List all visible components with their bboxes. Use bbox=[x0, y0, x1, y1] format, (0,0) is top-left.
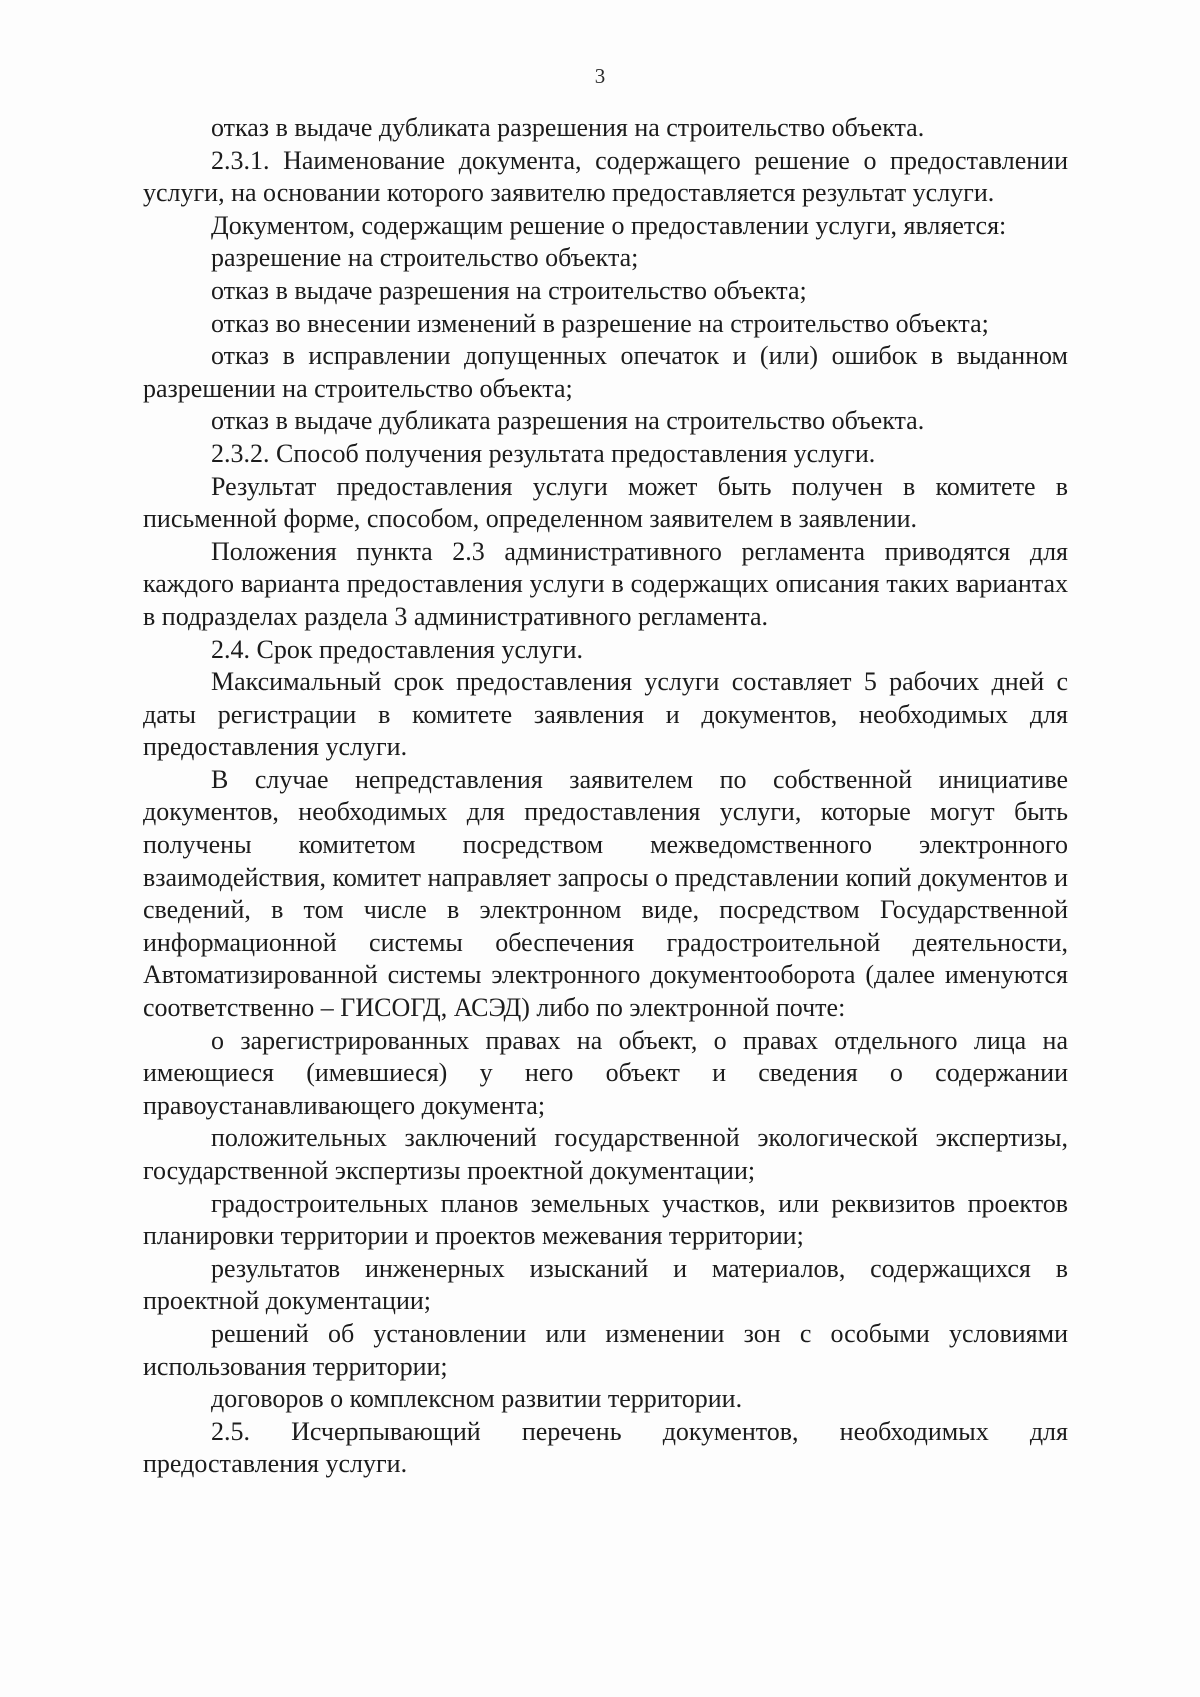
list-item-engineering-surveys: результатов инженерных изысканий и материалов, содержащихся в проектной документации; bbox=[143, 1253, 1068, 1316]
paragraph-2-3-1-heading: 2.3.1. Наименование документа, содержащего решение о предоставлении услуги, на основании которого заявителю предоставляется результат услуги. bbox=[143, 145, 1068, 208]
paragraph-decision-document: Документом, содержащим решение о предоставлении услуги, является: bbox=[211, 210, 1007, 240]
list-item-special-zones: решений об установлении или изменении зон с особыми условиями использования территории; bbox=[143, 1318, 1068, 1381]
list-item-expert-conclusions: положительных заключений государственной экологической экспертизы, государственной экспертизы проектной документации; bbox=[143, 1123, 1068, 1185]
document-body bbox=[143, 112, 1068, 1481]
paragraph-2-5-heading: 2.5. Исчерпывающий перечень документов, необходимых для предоставления услуги. bbox=[143, 1416, 1068, 1479]
list-item-refusal-corrections: отказ в исправлении допущенных опечаток и (или) ошибок в выданном разрешении на строительство объекта; bbox=[143, 341, 1068, 403]
list-item-urban-plans: градостроительных планов земельных участков, или реквизитов проектов планировки территории и проектов межевания территории; bbox=[143, 1188, 1068, 1251]
paragraph-2-3-2-heading: 2.3.2. Способ получения результата предоставления услуги. bbox=[211, 438, 876, 468]
list-item-development-contracts: договоров о комплексном развитии территории. bbox=[211, 1384, 743, 1414]
paragraph-2-4-heading: 2.4. Срок предоставления услуги. bbox=[211, 634, 584, 664]
list-item-permit: разрешение на строительство объекта; bbox=[211, 243, 639, 273]
list-item-registered-rights: о зарегистрированных правах на объект, о правах отдельного лица на имеющиеся (имевшиеся) у него объект и сведения о содержании правоустанавливающего документа; bbox=[143, 1025, 1068, 1120]
paragraph-max-term: Максимальный срок предоставления услуги составляет 5 рабочих дней с даты регистрации в комитете заявления и документов, необходимых для предоставления услуги. bbox=[143, 667, 1068, 762]
list-item-refusal-duplicate: отказ в выдаче дубликата разрешения на строительство объекта. bbox=[211, 406, 925, 436]
list-item-refusal-permit: отказ в выдаче разрешения на строительство объекта; bbox=[211, 275, 807, 305]
paragraph-interagency-requests: В случае непредставления заявителем по собственной инициативе документов, необходимых для предоставления услуги, которые могут быть получены комитетом посредством межведомственного электронного взаимодействия, комитет направляет запросы о представлении копий документов и сведений, в том числе в электронном виде, посредством Государственной информационной системы обеспечения градостроительной деятельности, Автоматизированной системы электронного документооборота (далее именуются соответственно – ГИСОГД, АСЭД) либо по электронной почте: bbox=[143, 764, 1068, 1023]
list-item-refusal-changes: отказ во внесении изменений в разрешение на строительство объекта; bbox=[211, 308, 989, 338]
paragraph-result-receipt: Результат предоставления услуги может быть получен в комитете в письменной форме, способом, определенном заявителем в заявлении. bbox=[143, 471, 1068, 534]
paragraph-provisions-2-3: Положения пункта 2.3 административного регламента приводятся для каждого варианта предоставления услуги в содержащих описания таких вариантах в подразделах раздела 3 административного регламента. bbox=[143, 536, 1068, 631]
paragraph-result-refusal-duplicate: отказ в выдаче дубликата разрешения на строительство объекта. bbox=[211, 113, 925, 142]
page-number: 3 bbox=[594, 64, 606, 88]
